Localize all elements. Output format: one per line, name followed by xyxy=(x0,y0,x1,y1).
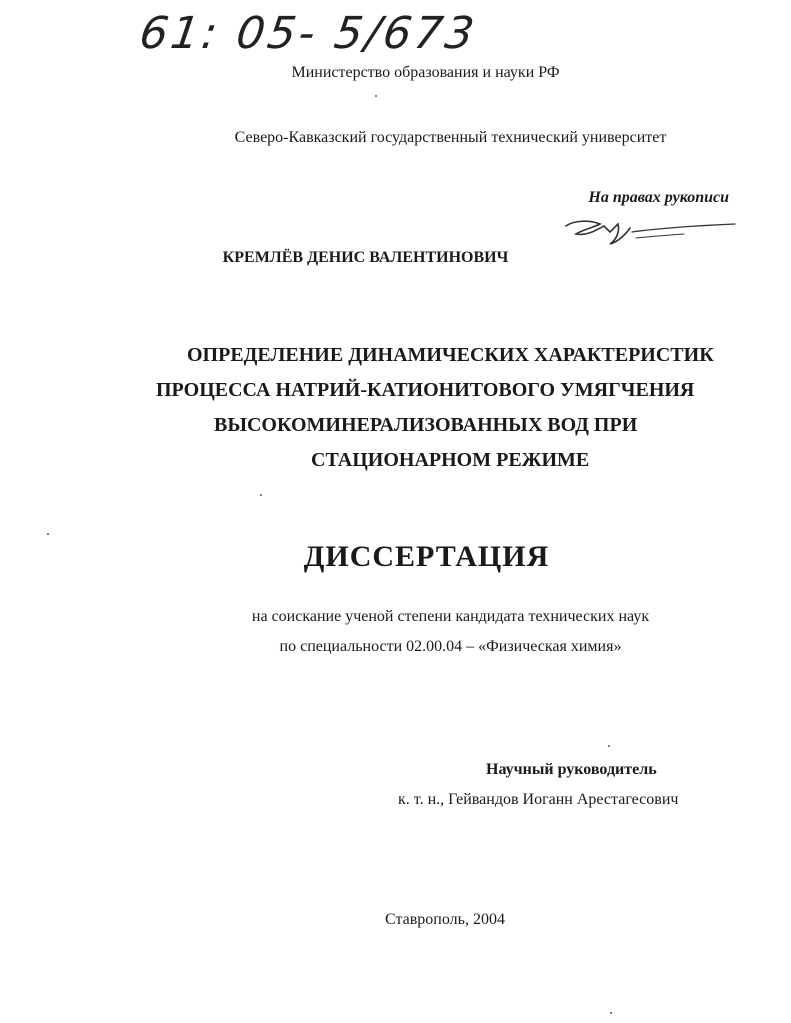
university-name: Северо-Кавказский государственный технический университет xyxy=(234,129,667,146)
scan-speck xyxy=(47,533,49,535)
document-type: ДИССЕРТАЦИЯ xyxy=(303,540,550,573)
advisor-name: к. т. н., Гейвандов Иоганн Арестагесович xyxy=(398,791,679,808)
manuscript-rights-note: На правах рукописи xyxy=(588,189,729,206)
title-line: ВЫСОКОМИНЕРАЛИЗОВАННЫХ ВОД ПРИ xyxy=(214,414,638,436)
scan-speck xyxy=(608,745,610,747)
title-line: ПРОЦЕССА НАТРИЙ-КАТИОНИТОВОГО УМЯГЧЕНИЯ xyxy=(156,379,695,401)
scan-speck xyxy=(260,494,262,496)
title-line: ОПРЕДЕЛЕНИЕ ДИНАМИЧЕСКИХ ХАРАКТЕРИСТИК xyxy=(187,344,714,366)
scan-speck xyxy=(610,1012,612,1014)
author-signature xyxy=(560,212,740,248)
advisor-heading: Научный руководитель xyxy=(486,761,657,778)
city-year: Ставрополь, 2004 xyxy=(385,911,505,928)
author-name: КРЕМЛЁВ ДЕНИС ВАЛЕНТИНОВИЧ xyxy=(222,249,509,266)
title-line: СТАЦИОНАРНОМ РЕЖИМЕ xyxy=(311,449,590,471)
scan-speck xyxy=(375,95,377,97)
ministry-name: Министерство образования и науки РФ xyxy=(291,64,560,81)
handwritten-catalog-number: 61: 05- 5/673 xyxy=(136,8,481,59)
degree-line: на соискание ученой степени кандидата технических наук xyxy=(251,608,650,625)
specialty-line: по специальности 02.00.04 – «Физическая химия» xyxy=(279,638,622,655)
